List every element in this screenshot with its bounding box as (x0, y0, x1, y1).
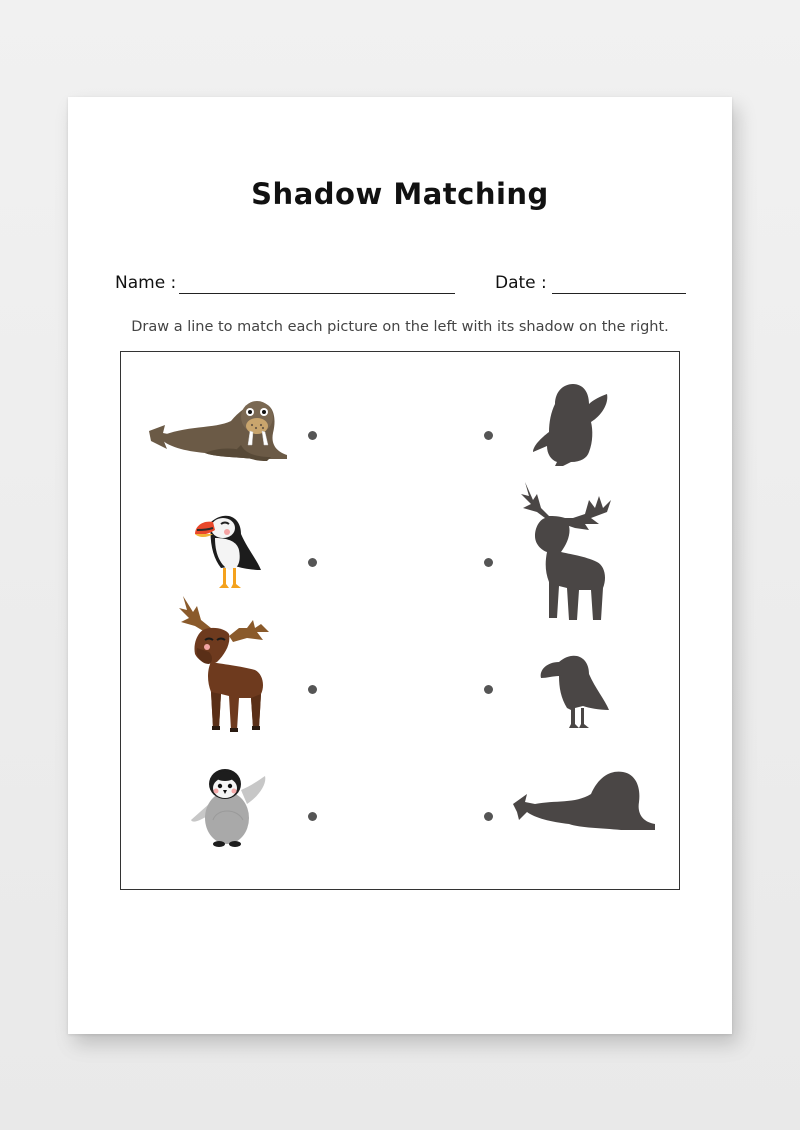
date-label: Date : (495, 273, 547, 293)
penguin-icon (189, 762, 269, 848)
puffin-icon (185, 508, 265, 592)
left-dot-4[interactable] (308, 812, 317, 821)
right-dot-4[interactable] (484, 812, 493, 821)
puffin-shadow-icon (533, 648, 613, 732)
penguin-shadow-icon (531, 382, 611, 468)
right-dot-1[interactable] (484, 431, 493, 440)
name-field (115, 273, 176, 293)
left-dot-3[interactable] (308, 685, 317, 694)
left-dot-1[interactable] (308, 431, 317, 440)
moose-icon (177, 592, 273, 738)
walrus-icon (145, 395, 291, 465)
moose-shadow-icon (515, 482, 615, 624)
date-field (495, 273, 547, 293)
matching-box (120, 351, 680, 890)
name-label: Name : (115, 273, 177, 293)
worksheet-page (68, 97, 732, 1034)
worksheet-title: Shadow Matching (251, 177, 549, 211)
date-line[interactable] (552, 293, 686, 294)
instructions-text: Draw a line to match each picture on the left with its shadow on the right. (131, 319, 669, 335)
right-dot-3[interactable] (484, 685, 493, 694)
name-line[interactable] (179, 293, 455, 294)
left-dot-2[interactable] (308, 558, 317, 567)
right-dot-2[interactable] (484, 558, 493, 567)
walrus-shadow-icon (511, 764, 657, 834)
